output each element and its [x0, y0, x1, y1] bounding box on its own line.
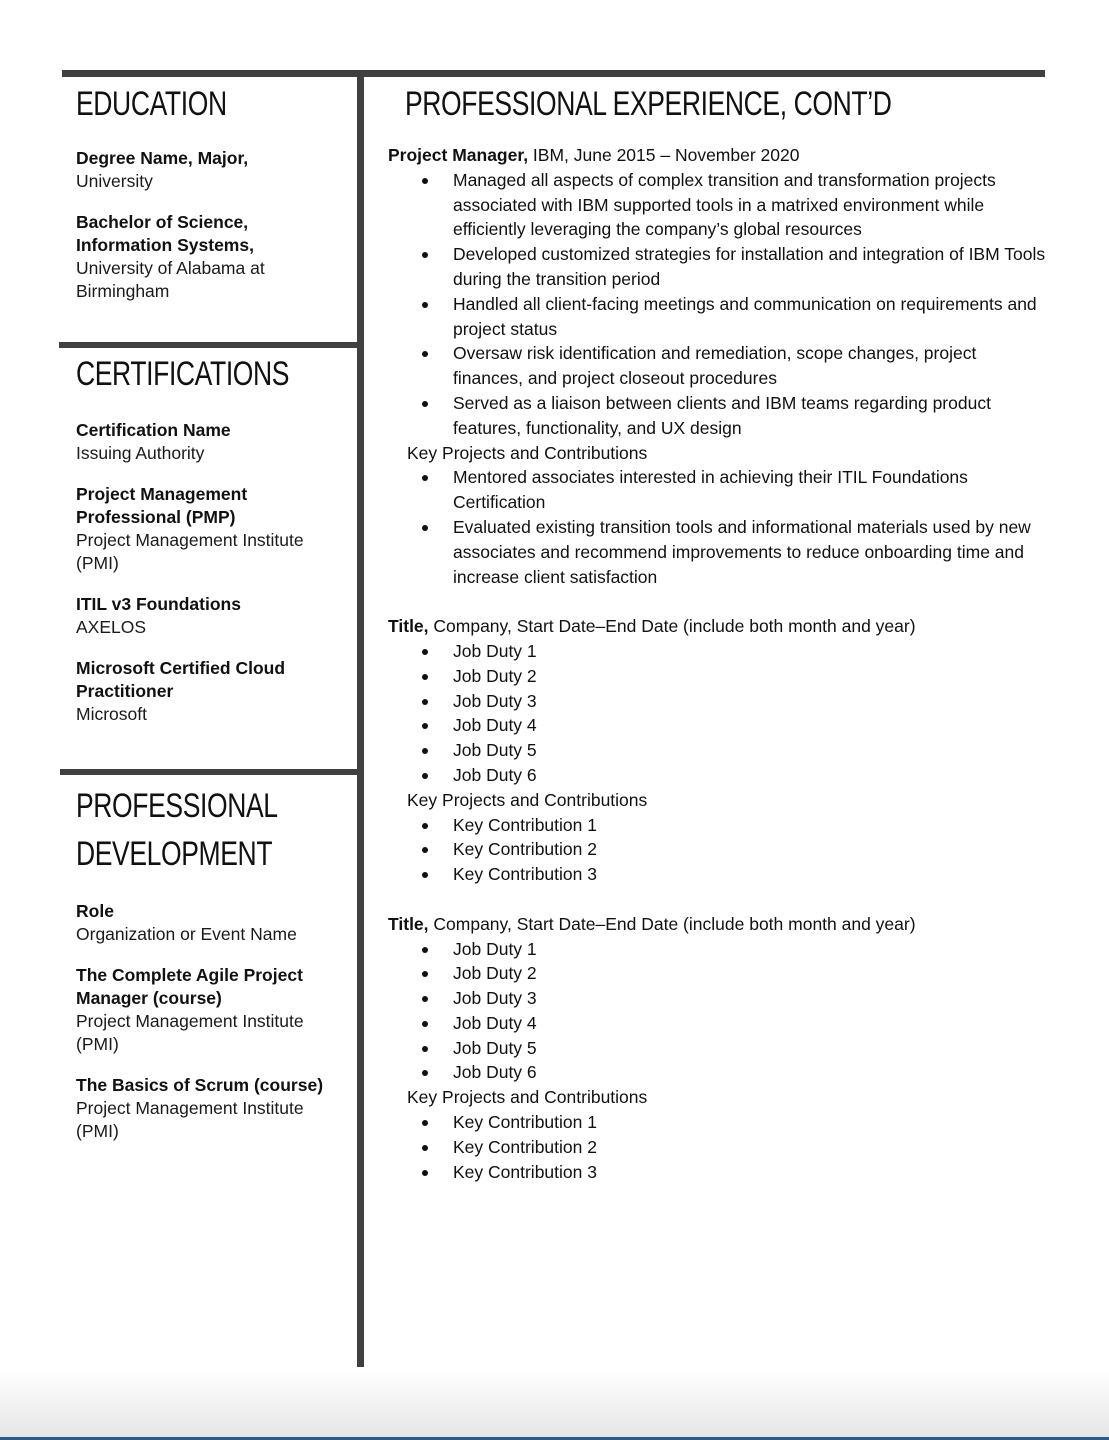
certifications-list — [76, 419, 346, 744]
entry-title: Role — [76, 901, 114, 921]
certification-entry — [76, 483, 346, 575]
entry-title: Project Management Professional (PMP) — [76, 484, 248, 527]
education-entry — [76, 211, 346, 303]
certification-entry — [76, 593, 346, 639]
job-duties-list — [388, 168, 1048, 441]
entry-title: Certification Name — [76, 420, 231, 440]
job-duty-item: Served as a liaison between clients and IBM teams regarding product features, functionality, and UX design — [388, 391, 1048, 441]
job-duties-list — [388, 937, 1048, 1086]
job-header — [388, 614, 1048, 639]
key-projects-label: Key Projects and Contributions — [407, 1087, 648, 1108]
key-contribution-item: Key Contribution 2 — [388, 1135, 1048, 1160]
key-contribution-item: Evaluated existing transition tools and informational materials used by new associates and recommend improvements to reduce onboarding time and increase client satisfaction — [388, 515, 1048, 589]
job-duty-item: Oversaw risk identification and remediation, scope changes, project finances, and project closeout procedures — [388, 341, 1048, 391]
entry-title: ITIL v3 Foundations — [76, 594, 241, 614]
key-contribution-item: Key Contribution 3 — [388, 862, 1048, 887]
education-entry — [76, 147, 346, 193]
job-duty-item: Job Duty 6 — [388, 1060, 1048, 1085]
entry-subtitle: Microsoft — [76, 704, 147, 724]
entry-title: The Complete Agile Project Manager (course) — [76, 965, 303, 1008]
experience-list — [388, 143, 1048, 1209]
job-duty-item: Job Duty 5 — [388, 738, 1048, 763]
entry-subtitle: University of Alabama at Birmingham — [76, 258, 265, 301]
entry-title: The Basics of Scrum (course) — [76, 1075, 324, 1095]
entry-title: Bachelor of Science, Information Systems, — [76, 212, 254, 255]
entry-title: Degree Name, Major, — [76, 148, 249, 168]
job-details: IBM, June 2015 – November 2020 — [528, 145, 800, 165]
job-entry — [388, 143, 1048, 589]
professional-development-entry — [76, 900, 346, 946]
key-contributions-list — [388, 1110, 1048, 1184]
job-title: Title, — [388, 616, 429, 637]
key-contribution-item: Key Contribution 2 — [388, 837, 1048, 862]
key-contributions-list — [388, 813, 1048, 887]
job-duties-list — [388, 639, 1048, 788]
job-duty-item: Handled all client-facing meetings and communication on requirements and project status — [388, 292, 1048, 342]
job-duty-item: Job Duty 6 — [388, 763, 1048, 788]
job-duty-item: Developed customized strategies for installation and integration of IBM Tools during the transition period — [388, 242, 1048, 292]
professional-development-heading — [76, 782, 278, 878]
professional-development-entry — [76, 964, 346, 1056]
entry-subtitle: Organization or Event Name — [76, 924, 297, 944]
education-heading: EDUCATION — [76, 85, 227, 123]
job-duty-item: Job Duty 4 — [388, 1011, 1048, 1036]
experience-heading: PROFESSIONAL EXPERIENCE, CONT’D — [405, 85, 892, 123]
job-duty-item: Job Duty 3 — [388, 986, 1048, 1011]
certifications-heading: CERTIFICATIONS — [76, 355, 290, 393]
entry-subtitle: AXELOS — [76, 617, 147, 637]
key-contribution-item: Mentored associates interested in achieving their ITIL Foundations Certification — [388, 465, 1048, 515]
entry-subtitle: Issuing Authority — [76, 443, 205, 463]
key-projects-label: Key Projects and Contributions — [407, 442, 648, 463]
job-entry — [388, 912, 1048, 1185]
job-duty-item: Job Duty 4 — [388, 713, 1048, 738]
job-duty-item: Job Duty 3 — [388, 689, 1048, 714]
job-duty-item: Job Duty 2 — [388, 664, 1048, 689]
heading-line: DEVELOPMENT — [76, 835, 273, 873]
professional-development-entry — [76, 1074, 346, 1143]
job-entry — [388, 614, 1048, 887]
professional-development-list — [76, 900, 346, 1161]
certification-entry — [76, 657, 346, 726]
entry-title: Microsoft Certified Cloud Practitioner — [76, 658, 286, 701]
certification-entry — [76, 419, 346, 465]
key-projects-label: Key Projects and Contributions — [407, 789, 648, 810]
job-details: Company, Start Date–End Date (include both month and year) — [428, 913, 916, 934]
job-title: Project Manager, — [388, 145, 529, 165]
section-divider-certifications — [59, 342, 359, 348]
education-list — [76, 147, 346, 321]
job-duty-item: Job Duty 2 — [388, 961, 1048, 986]
entry-subtitle: Project Management Institute (PMI) — [76, 1011, 304, 1054]
key-contribution-item: Key Contribution 1 — [388, 813, 1048, 838]
job-details: Company, Start Date–End Date (include both month and year) — [428, 616, 916, 637]
job-duty-item: Job Duty 5 — [388, 1036, 1048, 1061]
job-duty-item: Job Duty 1 — [388, 639, 1048, 664]
page-footer-shadow — [0, 1370, 1109, 1440]
job-duty-item: Managed all aspects of complex transition and transformation projects associated with IBM supported tools in a matrixed environment while efficiently leveraging the company’s global resources — [388, 168, 1048, 242]
job-header — [388, 143, 1048, 168]
key-contributions-list — [388, 465, 1048, 589]
entry-subtitle: University — [76, 171, 153, 191]
heading-line: PROFESSIONAL — [76, 787, 278, 825]
job-duty-item: Job Duty 1 — [388, 937, 1048, 962]
entry-subtitle: Project Management Institute (PMI) — [76, 1098, 304, 1141]
top-rule — [62, 70, 1045, 77]
key-contribution-item: Key Contribution 1 — [388, 1110, 1048, 1135]
section-divider-professional-development — [60, 769, 359, 775]
column-divider — [357, 70, 364, 1367]
key-contribution-item: Key Contribution 3 — [388, 1160, 1048, 1185]
job-header — [388, 912, 1048, 937]
entry-subtitle: Project Management Institute (PMI) — [76, 530, 304, 573]
job-title: Title, — [388, 913, 429, 934]
